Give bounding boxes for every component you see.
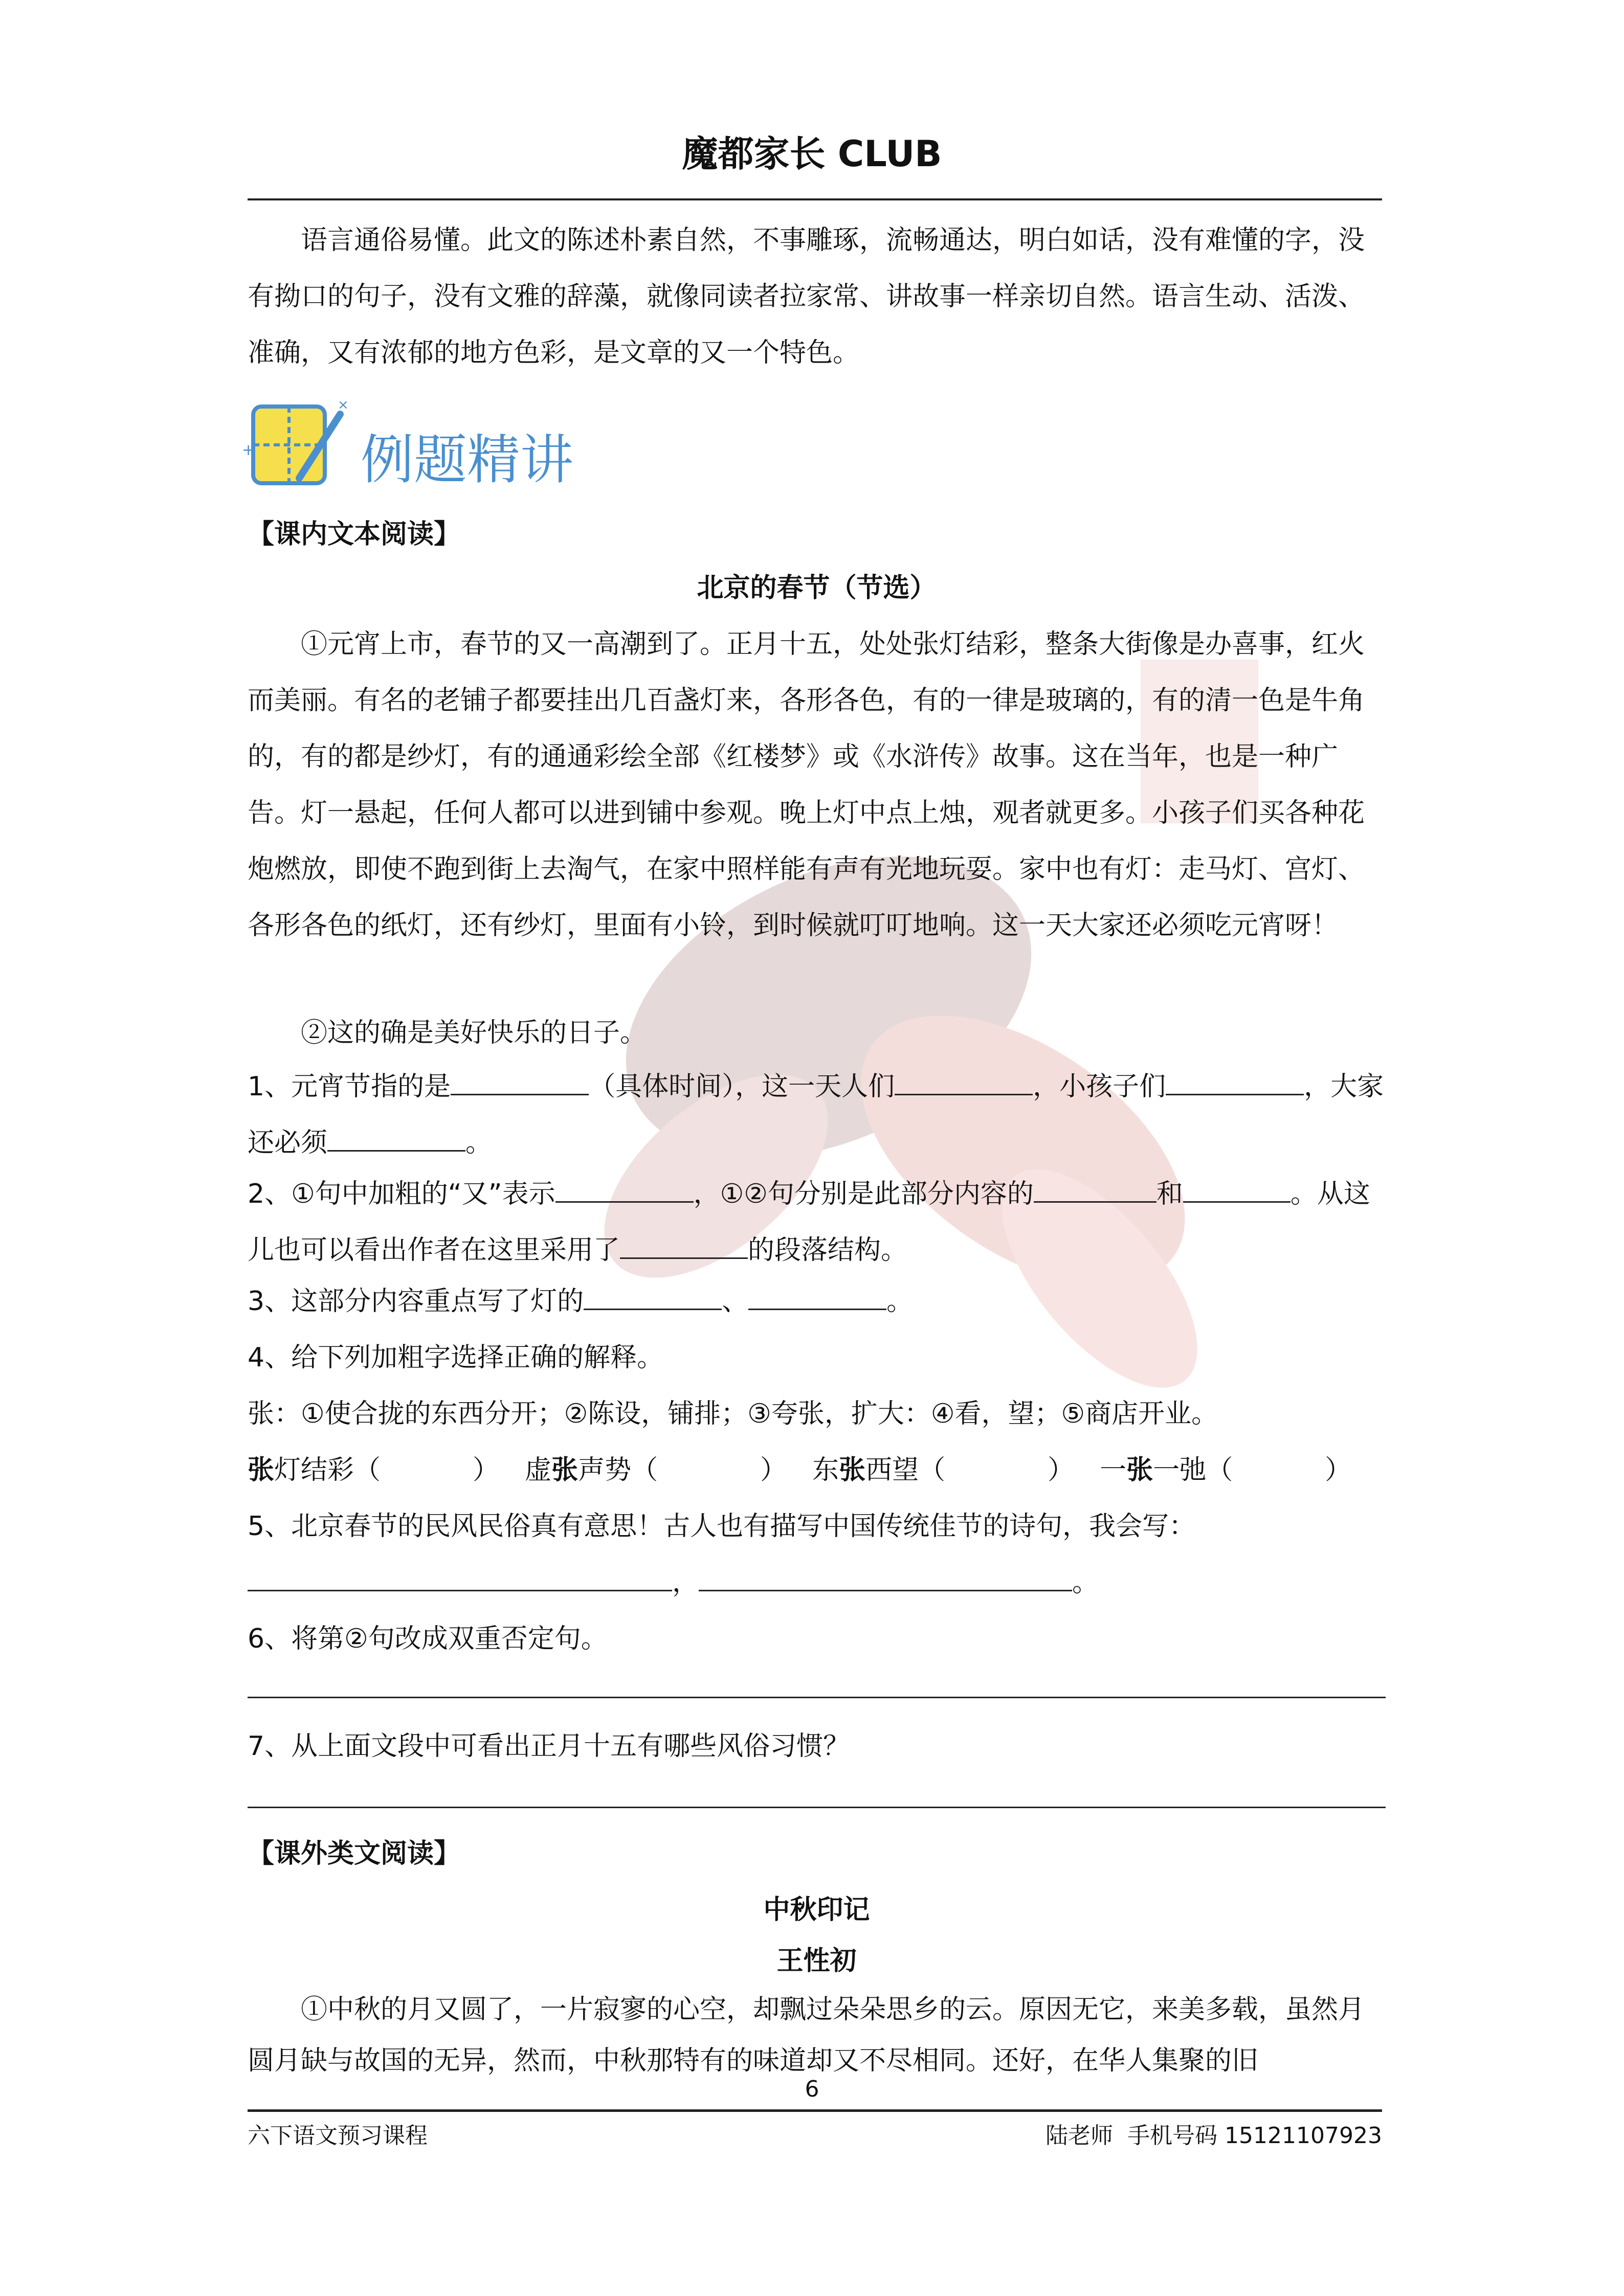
question-1: 1、元宵节指的是 （具体时间），这一天人们 ，小孩子们 ，大家还必须 。: [248, 1059, 1386, 1171]
reading1-paragraph-2: ②这的确是美好快乐的日子。: [301, 1018, 647, 1048]
answer-blank[interactable]: [327, 1123, 465, 1152]
q4-item: 张灯结彩（ ）: [248, 1455, 500, 1485]
svg-text:+: +: [242, 441, 255, 459]
question-7: 7、从上面文段中可看出正月十五有哪些风俗习惯？: [248, 1731, 850, 1762]
question-5-answer-line: ， 。: [248, 1555, 1386, 1611]
page-header-title: 魔都家长 CLUB: [682, 133, 942, 175]
notebook-pencil-icon: [238, 394, 361, 496]
reading2-title: 中秋印记: [763, 1894, 870, 1925]
reading2-author: 王性初: [776, 1945, 857, 1976]
section-banner: [238, 394, 596, 496]
q4-item: 东张西望（ ）: [812, 1455, 1075, 1485]
answer-line[interactable]: [248, 1807, 1386, 1808]
question-4-items: [248, 1442, 1386, 1498]
answer-blank[interactable]: [748, 1282, 886, 1310]
section-heading-in-class: 【课内文本阅读】: [248, 519, 461, 550]
header-divider: [248, 198, 1382, 200]
section-heading-extra-reading: 【课外类文阅读】: [248, 1838, 461, 1869]
reading1-title: 北京的春节（节选）: [697, 572, 937, 603]
answer-blank[interactable]: [555, 1175, 694, 1203]
answer-blank[interactable]: [1183, 1175, 1291, 1203]
page-number: 6: [805, 2076, 819, 2102]
reading1-paragraph-1: ①元宵上市，春节的又一高潮到了。正月十五，处处张灯结彩，整条大街像是办喜事，红火而美丽。有名的老铺子都要挂出几百盏灯来，各形各色，有的一律是玻璃的，有的清一色是牛角的，有的都是纱灯，有的通通彩绘全部《红楼梦》或《水浒传》故事。这在当年，也是一种广告。灯一悬起，任何人都可以进到铺中参观。晚上灯中点上烛，观者就更多。小孩子们买各种花炮燃放，即使不跑到街上去淘气，在家中照样能有声有光地玩耍。家中也有灯：走马灯、宫灯、各形各色的纸灯，还有纱灯，里面有小铃，到时候就叮叮地响。这一天大家还必须吃元宵呀！: [248, 629, 1365, 941]
q4-item: 一张一弛（ ）: [1100, 1455, 1352, 1485]
question-3: 3、这部分内容重点写了灯的 、 。: [248, 1273, 1386, 1330]
question-5: 5、北京春节的民风民俗真有意思！古人也有描写中国传统佳节的诗句，我会写：: [248, 1511, 1196, 1542]
question-2: 2、①句中加粗的“又”表示 ，①②句分别是此部分内容的 和 。从这儿也可以看出作者在这里采用了 的段落结构。: [248, 1166, 1386, 1278]
reading2-paragraph-1: ①中秋的月又圆了，一片寂寥的心空，却飘过朵朵思乡的云。原因无它，来美多载，虽然月圆月缺与故国的无异，然而，中秋那特有的味道却又不尽相同。还好，在华人集聚的旧: [248, 1994, 1365, 2076]
answer-blank[interactable]: [1034, 1175, 1156, 1203]
footer-course-name: 六下语文预习课程: [248, 2123, 428, 2149]
footer-divider: [248, 2109, 1382, 2112]
answer-line[interactable]: [248, 1697, 1386, 1698]
answer-blank[interactable]: [620, 1231, 748, 1259]
answer-blank[interactable]: [248, 1563, 672, 1591]
answer-blank[interactable]: [699, 1563, 1072, 1591]
answer-blank[interactable]: [451, 1067, 589, 1095]
footer-teacher-contact: 陆老师 手机号码 15121107923: [1045, 2123, 1382, 2149]
intro-paragraph: 语言通俗易懂。此文的陈述朴素自然，不事雕琢，流畅通达，明白如话，没有难懂的字，没有拗口的句子，没有文雅的辞藻，就像同读者拉家常、讲故事一样亲切自然。语言生动、活泼、准确，又有浓郁的地方色彩，是文章的又一个特色。: [248, 225, 1365, 368]
question-4-options: 张：①使合拢的东西分开；②陈设，铺排；③夸张，扩大：④看，望；⑤商店开业。: [248, 1399, 1218, 1429]
svg-text:×: ×: [338, 397, 349, 413]
section-banner-label: 例题精讲: [361, 429, 574, 491]
answer-blank[interactable]: [895, 1067, 1033, 1095]
question-6: 6、将第②句改成双重否定句。: [248, 1624, 608, 1654]
answer-blank[interactable]: [1166, 1067, 1304, 1095]
question-4: 4、给下列加粗字选择正确的解释。: [248, 1342, 664, 1373]
answer-blank[interactable]: [584, 1282, 722, 1310]
q4-item: 虚张声势（ ）: [525, 1455, 787, 1485]
